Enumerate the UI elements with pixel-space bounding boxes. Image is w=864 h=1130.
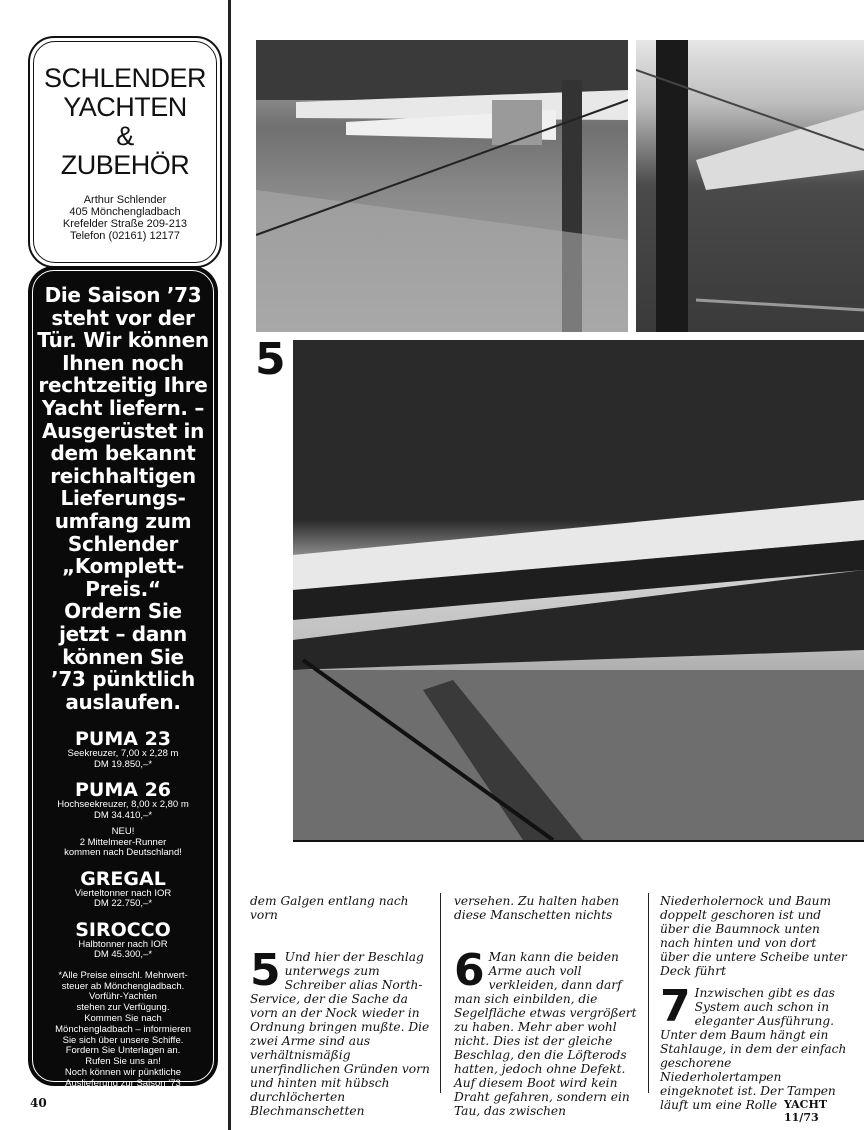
model-spec: Vierteltonner nach IOR — [74, 887, 172, 899]
headline-line: Schlender — [67, 531, 179, 556]
new-note-line: NEU! — [111, 826, 135, 838]
figure-number: 5 — [255, 334, 286, 385]
model-name: SIROCCO — [75, 918, 171, 941]
address-line: Arthur Schlender — [83, 194, 167, 206]
footnote-line: Sie sich über unsere Schiffe. — [62, 1034, 184, 1046]
headline-line: reichhaltigen — [50, 463, 196, 488]
footnote-line: Kommen Sie nach — [84, 1012, 162, 1024]
headline-line: Ordern Sie — [64, 599, 182, 624]
column-paragraph — [660, 981, 848, 1112]
advertisement-column — [0, 0, 232, 1130]
headline-line: Tür. Wir können — [37, 328, 209, 353]
headline-line: umfang zum — [54, 508, 192, 533]
address-line: Krefelder Straße 209-213 — [62, 218, 188, 230]
headline-line: Die Saison ’73 — [44, 283, 202, 307]
dropcap-6: 6 — [454, 945, 485, 996]
model-name: GREGAL — [80, 867, 166, 890]
ad-brand-name — [30, 64, 220, 180]
headline-line: Yacht liefern. – — [41, 395, 205, 420]
model-price: DM 19.850,–* — [93, 758, 153, 770]
footnote-line: stehen zur Verfügung. — [76, 1002, 170, 1014]
photo-kicking-strap-fitting — [293, 340, 864, 842]
headline-line: jetzt – dann — [59, 621, 187, 646]
footnote-line: Mönchengladbach – informieren — [55, 1023, 191, 1035]
model-price: DM 34.410,–* — [93, 809, 153, 821]
text-column-1 — [250, 894, 438, 1118]
model-spec: Seekreuzer, 7,00 x 2,28 m — [67, 748, 179, 760]
column-rule — [440, 893, 441, 1093]
column-divider — [228, 0, 231, 1130]
photo-boom-closeup — [636, 40, 864, 332]
model-spec: Halbtonner nach IOR — [78, 938, 168, 950]
photo-2-graphic — [636, 40, 864, 332]
footnote-line: Fordern Sie Unterlagen an. — [65, 1045, 181, 1057]
brand-line: & — [116, 121, 134, 151]
model-name: PUMA 23 — [74, 728, 172, 751]
ad-headline — [36, 284, 210, 713]
model-price: DM 22.750,–* — [93, 898, 153, 910]
ad-brand-panel — [28, 36, 222, 268]
headline-line: steht vor der — [51, 305, 195, 330]
column-rule — [648, 893, 649, 1093]
new-note-line: 2 Mittelmeer-Runner — [79, 836, 167, 848]
headline-line: auslaufen. — [65, 689, 181, 714]
ad-address — [30, 194, 220, 242]
footnote-line: *Alle Preise einschl. Mehrwert- — [58, 969, 188, 981]
model-price: DM 45.300,–* — [93, 949, 153, 961]
column-paragraph — [250, 945, 438, 1118]
footnote-line: zusichern! — [101, 1088, 145, 1100]
footnote-line: Auslieferung zur Saison ’73 — [65, 1077, 181, 1089]
column-lead: versehen. Zu halten haben diese Manschetten nichts — [454, 894, 620, 922]
photo-1-graphic — [256, 40, 628, 332]
photo-3-graphic — [293, 340, 864, 840]
paragraph-text: Man kann die beiden Arme auch voll verkleiden, dann darf man sich einbilden, die Segelfläche etwas vergrößert zu haben. Mehr aber wohl nicht. Dies ist der gleiche Beschlag, den die Löfterods hatten, jedoch ohne Defekt. Auf diesem Boot wird kein Draht gefahren, sondern ein Tau, das zwischen — [454, 950, 637, 1118]
footnote-line: steuer ab Mönchengladbach. — [61, 980, 185, 992]
ad-offer-panel — [28, 266, 218, 1100]
headline-line: „Komplett-Preis.“ — [61, 554, 185, 601]
magazine-footer: YACHT 11/73 — [784, 1098, 828, 1124]
footnote-line: Vorführ-Yachten — [89, 991, 157, 1003]
footnote-line: Rufen Sie uns an! — [85, 1056, 161, 1068]
model-spec: Hochseekreuzer, 8,00 x 2,80 m — [57, 799, 189, 811]
headline-line: Ausgerüstet in — [41, 418, 205, 443]
paragraph-text: Und hier der Beschlag unterwegs zum Schreiber alias North-Service, der die Sache da vorn an der Nock wieder in Ordnung bringen mußte. Die zwei Arme sind aus verhältnismäßig unerfindlichen Gründen vorn und hinten mit hübsch durchlöcherten Blechmanschetten — [250, 950, 430, 1118]
dropcap-7: 7 — [660, 981, 691, 1032]
photo-boom-fitting-on-dock — [256, 40, 628, 332]
text-column-2 — [454, 894, 642, 1118]
column-paragraph — [454, 945, 642, 1118]
headline-line: rechtzeitig Ihre — [38, 373, 208, 398]
page-number: 40 — [30, 1096, 47, 1110]
headline-line: Lieferungs- — [60, 486, 186, 511]
address-line: Telefon (02161) 12177 — [69, 230, 181, 242]
ad-footnote — [40, 971, 206, 1101]
address-line: 405 Mönchengladbach — [69, 206, 181, 218]
text-column-3 — [660, 894, 848, 1112]
brand-line: YACHTEN — [63, 92, 187, 122]
dropcap-5: 5 — [250, 945, 281, 996]
headline-line: Ihnen noch — [62, 350, 184, 375]
column-lead: dem Galgen entlang nach vorn — [250, 894, 409, 922]
brand-line: SCHLENDER — [43, 63, 207, 93]
footnote-line: Noch können wir pünktliche — [64, 1066, 182, 1078]
headline-line: dem bekannt — [50, 441, 196, 466]
new-note-line: kommen nach Deutschland! — [64, 847, 182, 859]
headline-line: ’73 pünktlich — [51, 667, 195, 692]
model-name: PUMA 26 — [74, 779, 172, 802]
headline-line: können Sie — [62, 644, 184, 669]
paragraph-text: Inzwischen gibt es das System auch schon in eleganter Ausführung. Unter dem Baum hängt ein Stahlauge, in dem der einfach geschorene Niederholertampen eingeknotet ist. Der Tampen läuft um eine Rolle — [660, 986, 847, 1112]
brand-line: ZUBEHÖR — [60, 150, 190, 180]
column-lead: Niederholernock und Baum doppelt geschoren ist und über die Baumnock unten nach hinten und von dort über die untere Scheibe unter Deck führt — [660, 894, 847, 978]
